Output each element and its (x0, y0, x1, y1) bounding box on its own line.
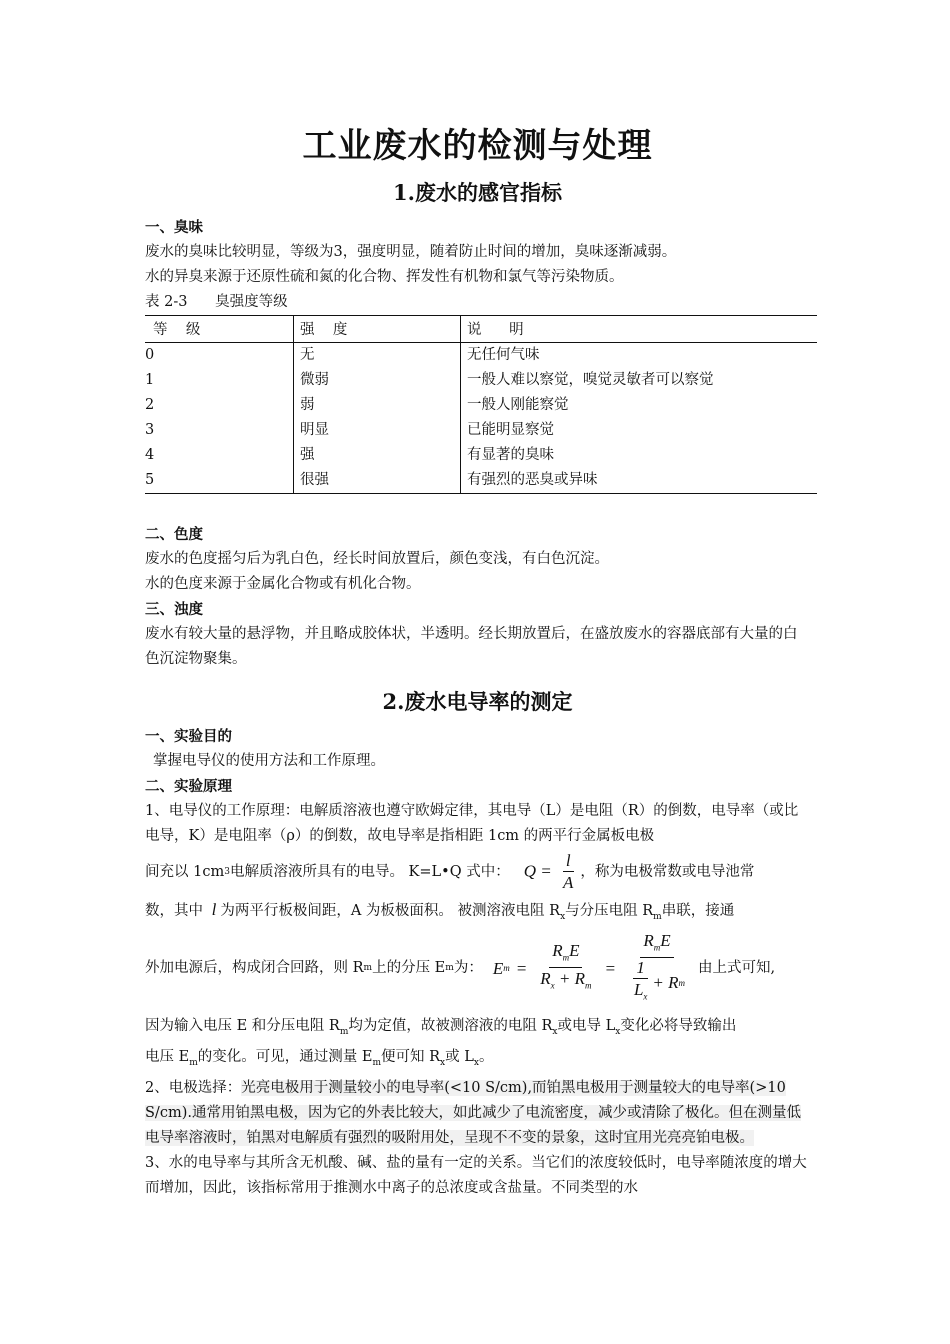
text-span: 电压 E (145, 1048, 190, 1065)
purpose-paragraph: 掌握电导仪的使用方法和工作原理。 (153, 753, 385, 769)
text-span: 均为定值，故被测溶液的电阻 R (348, 1017, 553, 1034)
odor-paragraph-2: 水的异臭来源于还原性硫和氮的化合物、挥发性有机物和氯气等污染物质。 (145, 269, 624, 285)
subscript: x (473, 1057, 479, 1068)
subscript: m (503, 963, 510, 974)
subscript: m (363, 963, 373, 974)
fraction-numerator (640, 931, 673, 958)
text-span: 为： (453, 960, 483, 977)
fraction-denominator (631, 979, 650, 1007)
section2-heading: 2.废水电导率的测定 (382, 689, 573, 714)
row-level: 1 (145, 372, 155, 388)
column-header-intensity: 强 度 (294, 316, 461, 343)
text-span: 便可知 R (381, 1048, 441, 1065)
subscript: x (552, 1026, 558, 1037)
row-intensity: 强 (294, 443, 461, 468)
subscript: m (445, 963, 454, 974)
text-span: 或 L (445, 1048, 474, 1065)
text-span: 与分压电阻 R (565, 903, 654, 919)
text-span: 外加电源后，构成闭合回路，则 R (145, 960, 364, 977)
principle-line-conclusion-2 (145, 1045, 810, 1076)
purpose-heading: 一、实验目的 (145, 728, 232, 745)
table-header-row (145, 316, 817, 343)
table-row (145, 368, 817, 393)
row-intensity: 无 (294, 343, 461, 369)
row-level: 4 (145, 447, 155, 463)
fraction (560, 851, 576, 894)
principle-line-resistance (145, 897, 810, 930)
odor-paragraph-1: 废水的臭味比较明显，等级为3，强度明显，随着防止时间的增加，臭味逐渐减弱。 (145, 244, 677, 260)
fraction-numerator: 1 (633, 958, 648, 979)
row-level: 3 (145, 422, 155, 438)
subscript: x (615, 1026, 621, 1037)
fraction-denominator (626, 958, 688, 1007)
document-title: 工业废水的检测与处理 (302, 126, 653, 166)
odor-intensity-table (145, 315, 817, 494)
row-description: 有强烈的恶臭或异味 (461, 468, 818, 494)
color-heading: 二、色度 (145, 526, 203, 543)
subscript: m (584, 980, 592, 991)
conductivity-concentration-paragraph: 3、水的电导率与其所含无机酸、碱、盐的量有一定的关系。当它们的浓度较低时，电导率随浓度的增大而增加，因此，该指标常用于推测水中离子的总浓度或含盐量。不同类型的水 (145, 1154, 807, 1196)
row-description: 无任何气味 (461, 343, 818, 369)
principle-heading: 二、实验原理 (145, 778, 232, 795)
row-intensity: 很强 (294, 468, 461, 494)
table-row (145, 343, 817, 369)
odor-heading: 一、臭味 (145, 219, 203, 236)
principle-line-em (145, 930, 810, 1008)
table-row (145, 418, 817, 443)
electrode-constant-formula (524, 851, 581, 894)
subscript: m (653, 911, 662, 922)
symbol: R (552, 941, 563, 960)
subscript: x (560, 911, 566, 922)
turbidity-paragraph: 废水有较大量的悬浮物，并且略成胶体状，半透明。经长期放置后，在盛放废水的容器底部有大量的白色沉淀物聚集。 (145, 626, 798, 667)
text-span: 因为输入电压 E 和分压电阻 R (145, 1017, 340, 1034)
voltage-divider-formula (493, 931, 692, 1008)
text-span: 数，其中 (145, 903, 203, 919)
text-span: 间充以 1cm (145, 863, 225, 880)
text-span: 串联，接通 (661, 903, 735, 919)
color-paragraph-1: 废水的色度摇匀后为乳白色，经长时间放置后，颜色变浅，有白色沉淀。 (145, 551, 609, 567)
principle-line-conclusion-1 (145, 1014, 810, 1045)
text-span: 电解质溶液所具有的电导。 K=L•Q 式中： (229, 863, 510, 880)
color-paragraph-2: 水的色度来源于金属化合物或有机化合物。 (145, 576, 421, 592)
row-level: 0 (145, 347, 155, 363)
subscript: x (550, 980, 555, 991)
text-span: 由上式可知, (698, 960, 776, 977)
fraction-numerator (549, 941, 582, 968)
symbol: + R (558, 969, 585, 989)
row-description: 已能明显察觉 (461, 418, 818, 443)
highlighted-text: 光亮电极用于测量较小的电导率(<10 S/cm),而铂黑电极用于测量较大的电导率(>10 S/cm).通常用铂黑电极，因为它的外表比较大，如此减少了电流密度，减少或清除了极化。但在测量低电导率溶液时，铂黑对电解质有强烈的吸附用处，呈现不不变的景象，这时宜用光亮亮铂电极。 (145, 1079, 801, 1146)
equals-sign: = (515, 959, 528, 979)
subscript: x (643, 991, 648, 1002)
fraction-denominator (537, 968, 594, 996)
subscript: m (339, 1026, 349, 1037)
text-span: 为两平行板极间距，A 为板极面积。 被测溶液电阻 R (220, 903, 561, 919)
symbol: L (633, 979, 644, 999)
formula-lhs: Q = (523, 860, 552, 880)
row-description: 一般人难以察觉，嗅觉灵敏者可以察觉 (461, 368, 818, 393)
text-span: 的变化。可见，通过测量 E (197, 1048, 373, 1065)
symbol: R (643, 930, 654, 950)
table-caption: 表 2-3 臭强度等级 (145, 294, 288, 310)
row-intensity: 明显 (294, 418, 461, 443)
electrode-selection-paragraph (145, 1076, 810, 1151)
superscript: 3 (224, 866, 230, 877)
text-span: 或电导 L (557, 1017, 616, 1034)
fraction-1 (537, 941, 594, 997)
table-row (145, 443, 817, 468)
symbol: R (540, 969, 551, 989)
row-level: 2 (145, 397, 155, 413)
subscript: m (653, 941, 661, 952)
row-description: 有显著的臭味 (461, 443, 818, 468)
row-intensity: 弱 (294, 393, 461, 418)
subscript: m (372, 1057, 381, 1068)
subscript: m (678, 977, 686, 988)
principle-paragraph-1: 1、电导仪的工作原理：电解质溶液也遵守欧姆定律，其电导（L）是电阻（R）的倒数，电导率（或比电导，K）是电阻率（ρ）的倒数，故电导率是指相距 1cm 的两平行金属板电极 (145, 803, 799, 844)
table-row (145, 393, 817, 418)
column-header-level: 等 级 (145, 316, 294, 343)
text-span: 。 (478, 1048, 494, 1065)
symbol: E (660, 930, 671, 950)
inner-fraction (631, 958, 650, 1007)
row-level: 5 (145, 468, 294, 494)
row-description: 一般人刚能察觉 (461, 393, 818, 418)
symbol-l: l (211, 900, 217, 919)
document-page (145, 110, 810, 1201)
equals-sign: = (604, 959, 616, 979)
symbol: + R (652, 972, 679, 992)
text-span: ，称为电极常数或电导池常 (580, 863, 755, 880)
subscript: m (189, 1057, 198, 1068)
row-intensity: 微弱 (294, 368, 461, 393)
formula-lhs: E (492, 959, 504, 979)
turbidity-heading: 三、浊度 (145, 601, 203, 618)
text-span: 2、电极选择： (145, 1079, 242, 1096)
subscript: x (440, 1057, 446, 1068)
principle-line-q (145, 849, 810, 895)
table-row (145, 468, 817, 494)
fraction-2 (626, 931, 688, 1008)
fraction-numerator: l (563, 851, 574, 872)
subscript: m (562, 952, 570, 963)
symbol: E (569, 941, 580, 960)
column-header-description: 说 明 (461, 316, 818, 343)
text-span: 变化必将导致输出 (620, 1017, 737, 1034)
text-span: 上的分压 E (372, 960, 446, 977)
section1-heading: 1.废水的感官指标 (393, 180, 562, 205)
fraction-denominator: A (562, 872, 574, 892)
